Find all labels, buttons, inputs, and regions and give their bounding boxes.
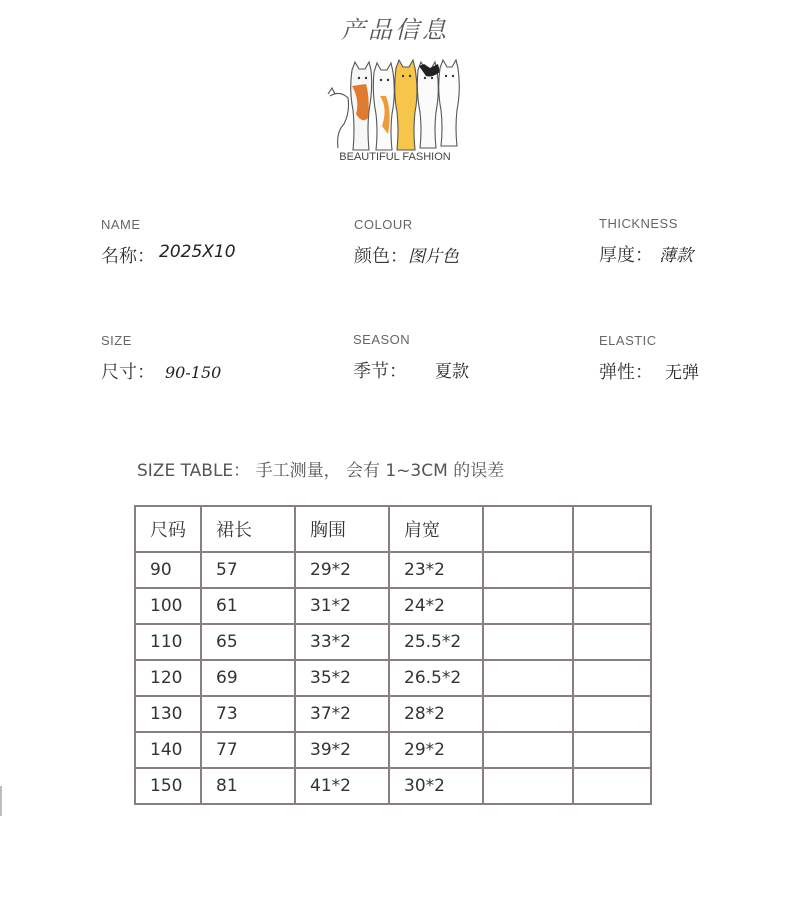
table-cell — [483, 696, 573, 732]
info-elastic-label: 弹性： — [599, 362, 653, 383]
table-cell: 33*2 — [295, 624, 389, 660]
table-cell — [573, 732, 651, 768]
table-cell: 100 — [135, 588, 201, 624]
table-cell — [573, 624, 651, 660]
info-name-label: 名称： — [101, 246, 155, 267]
table-cell — [483, 768, 573, 804]
table-cell — [483, 588, 573, 624]
info-name — [101, 217, 236, 268]
table-cell — [483, 660, 573, 696]
table-cell: 73 — [201, 696, 295, 732]
table-cell: 90 — [135, 552, 201, 588]
info-colour-label: 颜色： — [354, 246, 408, 267]
info-elastic-en: ELASTIC — [599, 333, 657, 348]
table-cell — [573, 588, 651, 624]
info-season-label: 季节： — [353, 361, 407, 382]
table-cell — [573, 552, 651, 588]
table-row — [135, 732, 651, 768]
info-thickness — [599, 216, 693, 267]
info-size — [101, 333, 221, 384]
table-cell — [573, 660, 651, 696]
table-cell: 23*2 — [389, 552, 483, 588]
info-season-en: SEASON — [353, 332, 411, 347]
table-cell: 61 — [201, 588, 295, 624]
table-cell: 29*2 — [295, 552, 389, 588]
info-colour-en: COLOUR — [354, 217, 413, 232]
info-elastic-value: 无弹 — [665, 363, 699, 383]
size-table-title: SIZE TABLE： 手工测量， 会有 1~3CM 的误差 — [137, 461, 505, 481]
table-row — [135, 696, 651, 732]
table-row — [135, 768, 651, 804]
edge-divider — [0, 786, 2, 816]
page-title: 产品信息 — [341, 16, 449, 44]
size-table-header: 肩宽 — [389, 506, 483, 552]
table-cell: 110 — [135, 624, 201, 660]
table-cell: 120 — [135, 660, 201, 696]
size-table-header — [573, 506, 651, 552]
table-row — [135, 660, 651, 696]
info-thickness-label: 厚度： — [599, 245, 653, 266]
info-season — [353, 332, 469, 383]
table-cell: 81 — [201, 768, 295, 804]
table-cell: 31*2 — [295, 588, 389, 624]
table-cell: 24*2 — [389, 588, 483, 624]
info-name-en: NAME — [101, 217, 141, 232]
table-cell: 69 — [201, 660, 295, 696]
size-table-header: 尺码 — [135, 506, 201, 552]
table-cell: 77 — [201, 732, 295, 768]
size-table-header: 胸围 — [295, 506, 389, 552]
size-table-header — [483, 506, 573, 552]
info-elastic — [599, 333, 699, 384]
info-colour — [354, 217, 459, 268]
table-row — [135, 552, 651, 588]
table-cell: 39*2 — [295, 732, 389, 768]
table-cell: 41*2 — [295, 768, 389, 804]
table-cell — [573, 768, 651, 804]
info-thickness-value: 薄款 — [659, 246, 693, 266]
table-cell: 28*2 — [389, 696, 483, 732]
table-cell: 130 — [135, 696, 201, 732]
info-size-value: 90-150 — [165, 363, 222, 382]
table-row — [135, 588, 651, 624]
table-cell — [483, 552, 573, 588]
size-table-header-row — [135, 506, 651, 552]
info-colour-value: 图片色 — [408, 247, 459, 267]
table-cell: 57 — [201, 552, 295, 588]
table-cell: 30*2 — [389, 768, 483, 804]
size-table — [134, 505, 652, 805]
table-cell: 65 — [201, 624, 295, 660]
table-cell: 29*2 — [389, 732, 483, 768]
info-name-value: 2025X10 — [159, 242, 236, 262]
info-size-label: 尺寸： — [101, 362, 155, 383]
info-season-value: 夏款 — [435, 362, 469, 382]
info-size-en: SIZE — [101, 333, 132, 348]
info-thickness-en: THICKNESS — [599, 216, 678, 231]
table-cell — [483, 624, 573, 660]
table-cell: 35*2 — [295, 660, 389, 696]
table-cell: 37*2 — [295, 696, 389, 732]
size-table-header: 裙长 — [201, 506, 295, 552]
table-row — [135, 624, 651, 660]
table-cell — [483, 732, 573, 768]
table-cell — [573, 696, 651, 732]
table-cell: 25.5*2 — [389, 624, 483, 660]
table-cell: 150 — [135, 768, 201, 804]
logo-caption: BEAUTIFUL FASHION — [339, 151, 451, 163]
table-cell: 140 — [135, 732, 201, 768]
table-cell: 26.5*2 — [389, 660, 483, 696]
